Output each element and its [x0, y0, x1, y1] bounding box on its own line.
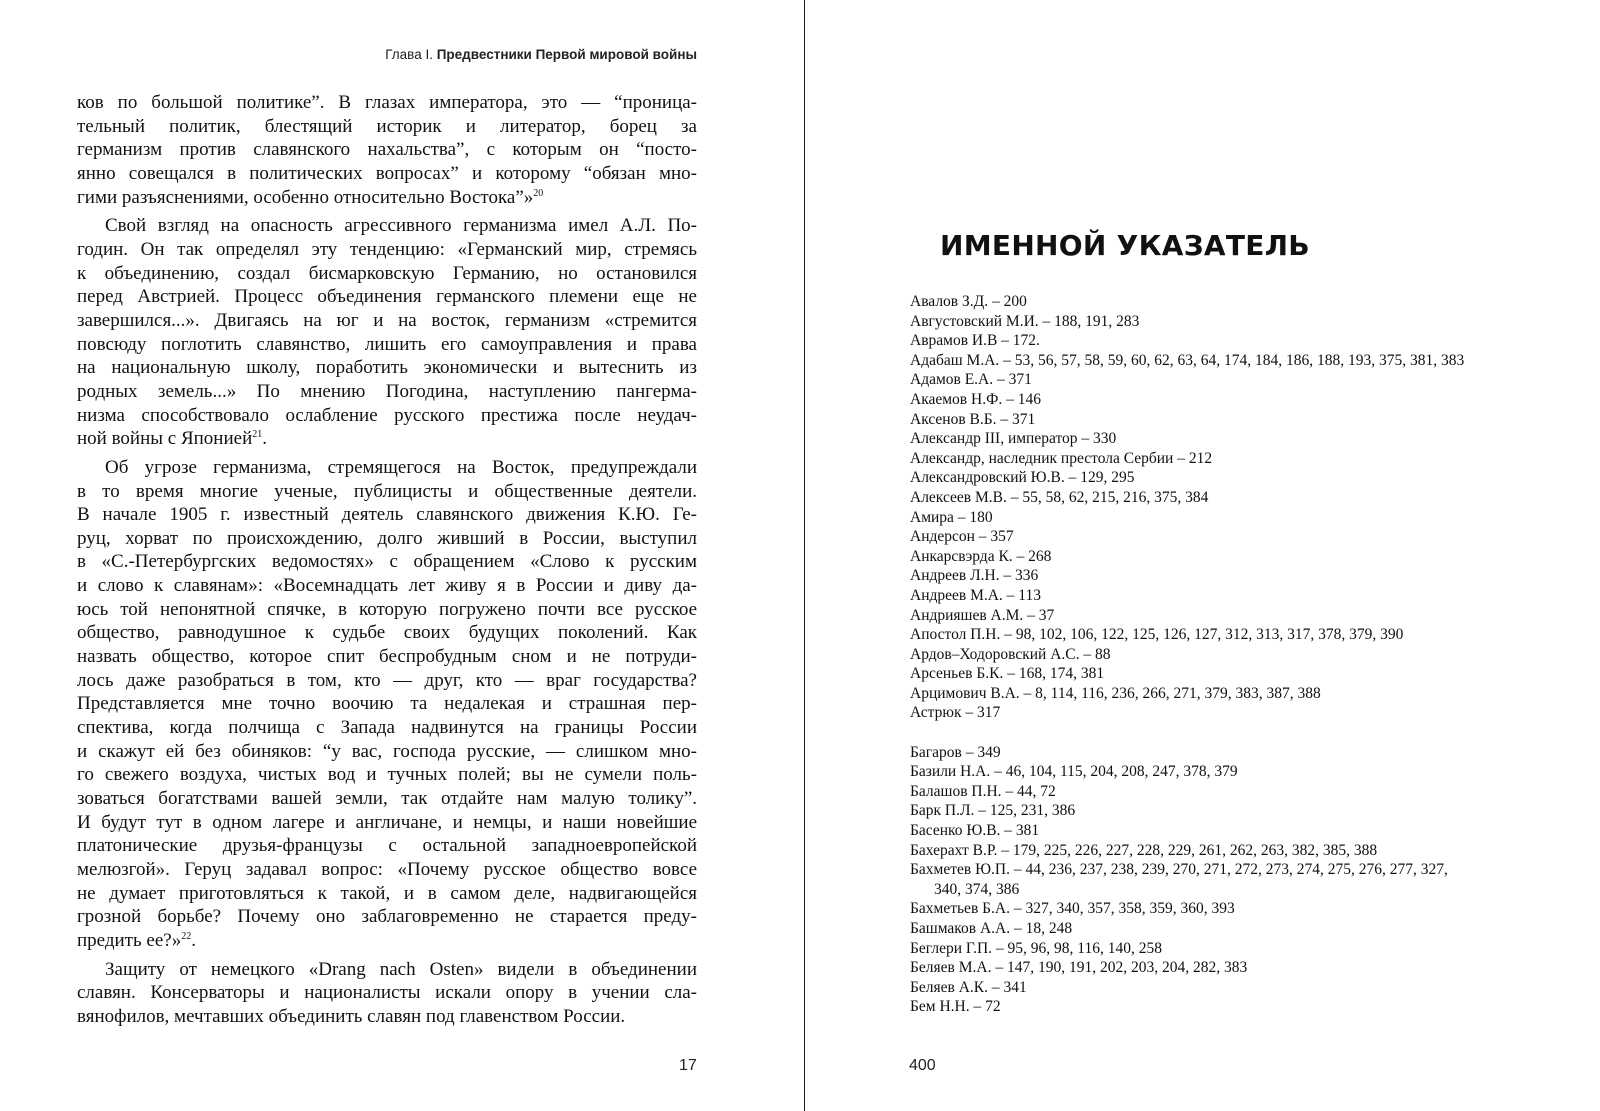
text-line: Об угрозе германизма, стремящегося на Восток, предупреждали: [105, 456, 697, 478]
footnote-marker: 22: [181, 930, 192, 942]
index-letter-gap: [910, 723, 1570, 743]
index-entry: Багаров – 349: [910, 743, 1001, 761]
text-line: повсюду поглотить славянство, лишить его самоуправления и права: [77, 333, 697, 355]
text-line: завершился...». Двигаясь на юг и на восток, германизм «стремится: [77, 309, 697, 331]
text-line: грозной борьбе? Почему оно заблаговременно не старается преду-: [77, 906, 697, 928]
text-line: к объединению, создал бисмарковскую Германию, но остановился: [77, 262, 697, 284]
body-paragraph: [77, 91, 697, 209]
text-line: руц, хорват по происхождению, долго живший в России, выступил: [77, 527, 697, 549]
index-entry: Бахметев Ю.П. – 44, 236, 237, 238, 239, 270, 271, 272, 273, 274, 275, 276, 277, 327,: [910, 861, 1448, 879]
page-number: 17: [679, 1057, 697, 1074]
text-line: лось даже разобраться в том, кто — друг, кто — враг государства?: [77, 669, 697, 691]
index-entry: Андрияшев А.М. – 37: [910, 606, 1055, 624]
text-line: назвать общество, которое спит беспробудным сном и не потруди-: [77, 646, 697, 668]
index-entry: Андерсон – 357: [910, 528, 1014, 546]
text-line: германизм против славянского нахальства”, с которым он “посто-: [77, 139, 697, 161]
body-paragraph: [77, 456, 697, 953]
index-entry: Акаемов Н.Ф. – 146: [910, 390, 1041, 408]
footnote-marker: 21: [252, 429, 263, 441]
index-entry: Бахметьев Б.А. – 327, 340, 357, 358, 359, 360, 393: [910, 900, 1235, 918]
text-line: гими разъяснениями, особенно относительно Востока”»$^{20}$: [77, 186, 544, 208]
text-line: славян. Консерваторы и националисты искали опору в учении сла-: [77, 982, 697, 1004]
text-line: предить ее?»$^{22}$.: [77, 929, 196, 951]
index-entry: Башмаков А.А. – 18, 248: [910, 920, 1073, 937]
index-entry: Амира – 180: [910, 508, 993, 526]
text-line: тельный политик, блестящий историк и литератор, борец за: [77, 115, 697, 137]
index-entry: Базили Н.А. – 46, 104, 115, 204, 208, 247, 378, 379: [910, 763, 1238, 781]
right-page: [805, 0, 1600, 1111]
text-line: общество, равнодушное к судьбе своих будущих поколений. Как: [77, 622, 697, 644]
index-entry: Бем Н.Н. – 72: [910, 998, 1001, 1016]
text-line: низма способствовало ослабление русского престижа после неудач-: [77, 404, 697, 426]
index-entry: Балашов П.Н. – 44, 72: [910, 782, 1056, 800]
text-line: и скажут ей без обиняков: “у вас, господа русские, — слишком мно-: [77, 740, 697, 762]
index-entry: Адамов Е.А. – 371: [910, 371, 1032, 389]
index-entry: Андреев М.А. – 113: [910, 586, 1041, 604]
index-entry: Августовский М.И. – 188, 191, 283: [910, 312, 1140, 330]
index-entry: Аврамов И.В – 172.: [910, 332, 1040, 350]
index-entry: Бахерахт В.Р. – 179, 225, 226, 227, 228, 229, 261, 262, 263, 382, 385, 388: [910, 841, 1378, 859]
text-line: Представляется мне точно воочию та недалекая и страшная пер-: [77, 693, 697, 715]
index-entry: Александр III, император – 330: [910, 430, 1117, 448]
text-line: в «С.-Петербургских ведомостях» с обращением «Слово к русским: [77, 551, 697, 573]
index-entry: Беглери Г.П. – 95, 96, 98, 116, 140, 258: [910, 939, 1162, 957]
index-entry: Адабаш М.А. – 53, 56, 57, 58, 59, 60, 62, 63, 64, 174, 184, 186, 188, 193, 375, 381, 383: [910, 351, 1465, 369]
body-paragraph: [77, 214, 697, 451]
text-line: родных земель...» По мнению Погодина, наступлению пангерма-: [77, 380, 697, 402]
index-entry: Беляев М.А. – 147, 190, 191, 202, 203, 204, 282, 383: [910, 959, 1248, 977]
text-line: в то время многие ученые, публицисты и общественные деятели.: [77, 480, 697, 502]
index-entry: Анкарсвэрда К. – 268: [910, 547, 1052, 565]
text-line: спектива, когда полчища с Запада надвинутся на границы России: [77, 717, 697, 739]
index-entry: Апостол П.Н. – 98, 102, 106, 122, 125, 126, 127, 312, 313, 317, 378, 379, 390: [910, 626, 1404, 644]
text-line: зоваться богатствами вашей земли, так отдайте нам малую толику”.: [77, 788, 697, 810]
index-entry: Арсеньев Б.К. – 168, 174, 381: [910, 665, 1105, 683]
index-entry: Авалов З.Д. – 200: [910, 293, 1027, 310]
text-line: янно совещался в политических вопросах” и которому “обязан мно-: [77, 162, 697, 184]
text-line: на национальную школу, поработить экономически и вытеснить из: [77, 357, 697, 379]
index-entry: Астрюк – 317: [910, 704, 1001, 722]
text-line: мелюзгой». Геруц задавал вопрос: «Почему русское общество вовсе: [77, 859, 697, 880]
index-entry: Андреев Л.Н. – 336: [910, 567, 1039, 585]
index-entry: Барк П.Л. – 125, 231, 386: [910, 802, 1076, 820]
text-line: не думает приготовляться к такой, и в самом деле, надвигающейся: [77, 882, 697, 904]
text-line: ной войны с Японией$^{21}$.: [77, 428, 267, 450]
text-line: платонические друзья-французы с остальной западноевропейской: [77, 835, 697, 857]
index-entry: Ардов–Ходоровский А.С. – 88: [910, 645, 1111, 663]
text-line: и слово к славянам»: «Восемнадцать лет живу я в России и диву да-: [77, 575, 697, 597]
index-entry: Арцимович В.А. – 8, 114, 116, 236, 266, 271, 379, 383, 387, 388: [910, 684, 1321, 702]
body-text: [77, 91, 697, 1029]
text-line: перед Австрией. Процесс объединения германского племени еще не: [77, 286, 697, 308]
body-paragraph: [77, 958, 697, 1029]
index-entry: Аксенов В.Б. – 371: [910, 410, 1036, 428]
text-line: И будут тут в одном лагере и англичане, и немцы, и наши новейшие: [77, 811, 697, 833]
index-entry: Басенко Ю.В. – 381: [910, 822, 1040, 840]
index-entry: Беляев А.К. – 341: [910, 978, 1027, 996]
index-title: ИМЕННОЙ УКАЗАТЕЛЬ: [940, 229, 1310, 262]
text-line: вянофилов, мечтавших объединить славян под главенством России.: [77, 1005, 626, 1027]
text-line: ков по большой политике”. В глазах императора, это — “проница-: [77, 92, 697, 113]
text-line: юсь той непонятной спячке, в которую погружено почти все русское: [77, 598, 697, 620]
index-entry: Алексеев М.В. – 55, 58, 62, 215, 216, 375, 384: [910, 488, 1209, 506]
page-number: 400: [909, 1057, 936, 1074]
running-head: [385, 47, 697, 62]
index-entry: Александр, наследник престола Сербии – 212: [910, 449, 1213, 467]
text-line: го свежего воздуха, чистых вод и тучных полей; вы не сумели поль-: [77, 764, 697, 786]
name-index-list: [910, 292, 1570, 1017]
text-line: В начале 1905 г. известный деятель славянского движения К.Ю. Ге-: [77, 504, 697, 526]
running-head-chapter: Глава I.: [385, 47, 433, 62]
footnote-marker: 20: [533, 187, 544, 199]
index-entry: 340, 374, 386: [934, 880, 1020, 898]
index-entry: Александровский Ю.В. – 129, 295: [910, 469, 1135, 487]
text-line: Защиту от немецкого «Drang nach Osten» видели в объединении: [105, 958, 697, 980]
text-line: годин. Он так определял эту тенденцию: «Германский мир, стремясь: [77, 238, 697, 260]
running-head-title: Предвестники Первой мировой войны: [436, 47, 697, 62]
text-line: Свой взгляд на опасность агрессивного германизма имел А.Л. По-: [105, 215, 697, 237]
